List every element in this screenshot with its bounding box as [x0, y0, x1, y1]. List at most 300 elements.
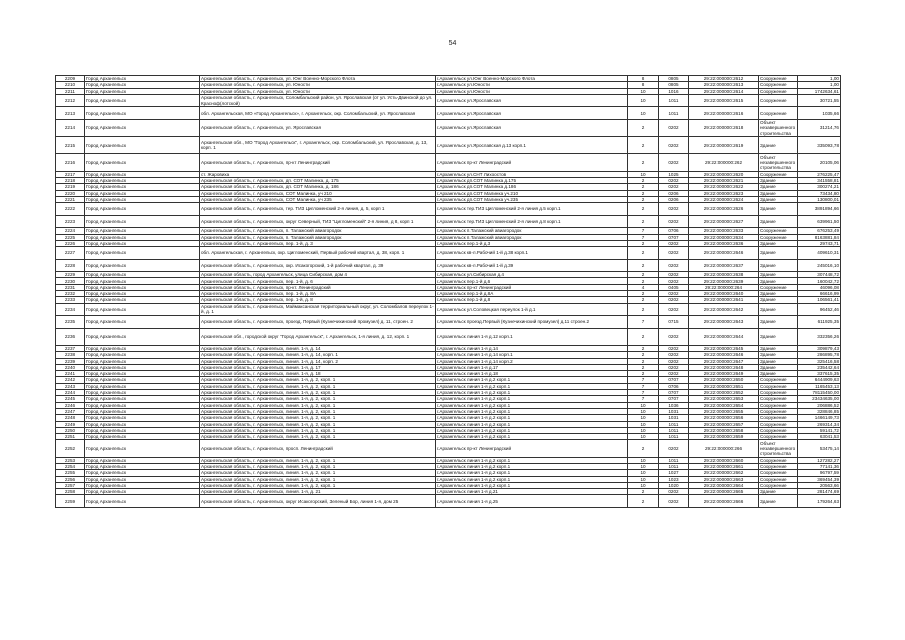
row-number: 2237 — [56, 345, 85, 351]
table-row — [56, 303, 841, 316]
object-type-cell: Сооружение — [759, 396, 798, 402]
settlement-cell: Город Архангельск — [85, 440, 200, 457]
code-subgroup-cell: 0202 — [659, 240, 689, 246]
value-cell: 235442,64 — [798, 364, 841, 370]
address-cell: Архангельская область, г. Архангельск, СОТ Малинка, уч 210 — [200, 190, 436, 196]
row-number: 2253 — [56, 457, 85, 463]
object-type-cell: Сооружение — [759, 228, 798, 234]
code-group-cell: 7 — [628, 228, 659, 234]
address-cell: Архангельская область, г. Архангельск, пер. 1-й, д. 6 — [200, 278, 436, 284]
cadastral-number-cell: 29:22:000000:262 — [689, 154, 759, 171]
address-cell: Архангельская область, г. Архангельск, линия. 1-я, д. 17 — [200, 364, 436, 370]
cadastral-number-cell: 29:22:000000:2648 — [689, 364, 759, 370]
code-group-cell: 2 — [628, 345, 659, 351]
code-subgroup-cell: 1016 — [659, 88, 689, 94]
short-address-cell: г.Архангельск ул.Сибирская д.4 — [436, 272, 628, 278]
code-group-cell: 10 — [628, 421, 659, 427]
value-cell: 276225,47 — [798, 171, 841, 177]
table-row — [56, 247, 841, 260]
value-cell: 281474,69 — [798, 489, 841, 495]
object-type-cell: Здание — [759, 137, 798, 154]
value-cell: 127282,27 — [798, 457, 841, 463]
object-type-cell: Объект незавершенного строительства — [759, 119, 798, 136]
short-address-cell: г.Архангельск пер.1-й д.3 — [436, 240, 628, 246]
row-number: 2242 — [56, 377, 85, 383]
row-number: 2258 — [56, 489, 85, 495]
row-number: 2213 — [56, 107, 85, 120]
object-type-cell: Здание — [759, 489, 798, 495]
row-number: 2211 — [56, 88, 85, 94]
value-cell: 96797,59 — [798, 470, 841, 476]
object-type-cell: Здание — [759, 358, 798, 364]
cadastral-number-cell: 29:22:000000:2654 — [689, 402, 759, 408]
short-address-cell: г.Архангельск линия 1-я д.25 — [436, 495, 628, 508]
object-type-cell: Сооружение — [759, 76, 798, 82]
settlement-cell: Город Архангельск — [85, 184, 200, 190]
address-cell: Архангельская обл., городской округ "Город Архангельск", г. Архангельск, 1-я линия, д. 12, корп. 1 — [200, 328, 436, 345]
settlement-cell: Город Архангельск — [85, 284, 200, 290]
object-type-cell: Здание — [759, 259, 798, 272]
value-cell: 29743,71 — [798, 240, 841, 246]
short-address-cell: г.Архангельск ул.СНТ Лихоостов — [436, 171, 628, 177]
cadastral-number-cell: 29:22:000000:2649 — [689, 371, 759, 377]
value-cell: 130800,01 — [798, 196, 841, 202]
object-type-cell: Здание — [759, 364, 798, 370]
object-type-cell: Сооружение — [759, 107, 798, 120]
short-address-cell: г.Архангельск линия 1-я д.21 — [436, 489, 628, 495]
row-number: 2225 — [56, 234, 85, 240]
address-cell: Архангельская область, г. Архангельск, линия. 1-я, д. 2, корп. 1 — [200, 421, 436, 427]
code-group-cell: 2 — [628, 303, 659, 316]
short-address-cell: г.Архангельск пер.1-й д.6 — [436, 278, 628, 284]
cadastral-number-cell: 29:22:000000:2612 — [689, 76, 759, 82]
settlement-cell: Город Архангельск — [85, 371, 200, 377]
object-type-cell: Сооружение — [759, 463, 798, 469]
value-cell: 1165453,13 — [798, 383, 841, 389]
value-cell: 676253,49 — [798, 228, 841, 234]
short-address-cell: г.Архангельск тер.ТИЗ Цигломенский 2-я линия д.8 корп.1 — [436, 215, 628, 228]
code-group-cell: 10 — [628, 476, 659, 482]
row-number: 2220 — [56, 190, 85, 196]
settlement-cell: Город Архангельск — [85, 408, 200, 414]
value-cell: 53475,14 — [798, 440, 841, 457]
row-number: 2246 — [56, 402, 85, 408]
object-type-cell: Сооружение — [759, 434, 798, 440]
address-cell: Архангельская область, г. Архангельск, линия. 1-я, д. 18 — [200, 371, 436, 377]
value-cell: 77141,36 — [798, 463, 841, 469]
cadastral-number-cell: 29:22:000000:2634 — [689, 234, 759, 240]
short-address-cell: г.Архангельск ул.Ярославская — [436, 94, 628, 107]
value-cell: 307448,72 — [798, 272, 841, 278]
object-type-cell: Сооружение — [759, 82, 798, 88]
settlement-cell: Город Архангельск — [85, 196, 200, 202]
code-subgroup-cell: 0707 — [659, 390, 689, 396]
value-cell: 325416,58 — [798, 358, 841, 364]
address-cell: Архангельская область, г. Архангельск, Соломбальский район, ул. Ярославская (от ул. Усть-Двинской до ул. Красноф(лотской) — [200, 94, 436, 107]
short-address-cell: г.Архангельск линия 1-я д.2 корп.1 — [436, 434, 628, 440]
row-number: 2250 — [56, 427, 85, 433]
row-number: 2235 — [56, 316, 85, 329]
code-subgroup-cell: 0202 — [659, 184, 689, 190]
row-number: 2218 — [56, 178, 85, 184]
short-address-cell: г.Архангельск линия 1-я д.14 корп.2 — [436, 358, 628, 364]
code-subgroup-cell: 0202 — [659, 489, 689, 495]
short-address-cell: г.Архангельск тер.ТИЗ Цигломенский 2-я линия д.5 корп.1 — [436, 203, 628, 216]
cadastral-number-cell: 29:22:000000:2642 — [689, 303, 759, 316]
code-group-cell: 10 — [628, 408, 659, 414]
value-cell: 160042,72 — [798, 278, 841, 284]
address-cell: Архангельская область, г. Архангельск, СОТ Малинка, уч 235 — [200, 196, 436, 202]
code-group-cell: 2 — [628, 440, 659, 457]
address-cell: Архангельская область, г. Архангельск, линия. 1-я, д. 2, корп. 1 — [200, 476, 436, 482]
address-cell: Архангельская область, г. Архангельск, линия. 1-я, д. 2, корп. 1 — [200, 402, 436, 408]
code-group-cell: 4 — [628, 284, 659, 290]
code-subgroup-cell: 0202 — [659, 440, 689, 457]
code-subgroup-cell: 0202 — [659, 272, 689, 278]
code-subgroup-cell: 1027 — [659, 470, 689, 476]
short-address-cell: г.Архангельск ул.Юности — [436, 88, 628, 94]
cadastral-number-cell: 29:22:000000:2659 — [689, 434, 759, 440]
code-group-cell: 10 — [628, 457, 659, 463]
code-group-cell: 7 — [628, 316, 659, 329]
cadastral-number-cell: 29:22:000000:2658 — [689, 427, 759, 433]
table-row — [56, 94, 841, 107]
short-address-cell: г.Архангельск линия 1-я д.2 корп.1 — [436, 383, 628, 389]
value-cell: 1466149,73 — [798, 415, 841, 421]
short-address-cell: г.Архангельск пер.1-й д.8 — [436, 297, 628, 303]
value-cell: 31214,76 — [798, 119, 841, 136]
settlement-cell: Город Архангельск — [85, 427, 200, 433]
cadastral-number-cell: 29:22:000000:2616 — [689, 107, 759, 120]
address-cell: Архангельская область, г. Архангельск, линия. 1-я, д. 14, корп. 1 — [200, 352, 436, 358]
address-cell: Архангельская область, г. Архангельск, п. Талажский авиагородок — [200, 234, 436, 240]
object-type-cell: Сооружение — [759, 408, 798, 414]
short-address-cell: г.Архангельск п.Талажский авиагородок — [436, 228, 628, 234]
code-group-cell: 10 — [628, 415, 659, 421]
settlement-cell: Город Архангельск — [85, 390, 200, 396]
code-subgroup-cell: 0202 — [659, 495, 689, 508]
object-type-cell: Здание — [759, 240, 798, 246]
short-address-cell: г.Архангельск пр-кт Ленинградский — [436, 154, 628, 171]
cadastral-number-cell: 29:22:000000:2618 — [689, 119, 759, 136]
short-address-cell: г.Архангельск дп.СОТ Малинка уч.235 — [436, 196, 628, 202]
address-cell: Архангельская область, г. Архангельск, пер. 1-й, д. 8 — [200, 297, 436, 303]
cadastral-number-cell: 29:22:000000:2623 — [689, 190, 759, 196]
code-group-cell: 2 — [628, 352, 659, 358]
short-address-cell: г.Архангельск линия 1-я д.2 корп.1 — [436, 457, 628, 463]
value-cell: 20563,66 — [798, 482, 841, 488]
object-type-cell: Здание — [759, 328, 798, 345]
short-address-cell: г.Архангельск дп.СОТ Малинка уч.210 — [436, 190, 628, 196]
address-cell: Архангельская область, г. Архангельск, пр-кт. Ленинградский — [200, 284, 436, 290]
code-group-cell: 2 — [628, 215, 659, 228]
address-cell: Архангельская область, г. Архангельск, пр-кт Ленинградский — [200, 154, 436, 171]
object-type-cell: Здание — [759, 203, 798, 216]
code-group-cell: 10 — [628, 88, 659, 94]
address-cell: обл. Архангельская, г. Архангельск, окр. Цигломенский, Первый рабочий квартал, д. 38, корп. 1 — [200, 247, 436, 260]
short-address-cell: г.Архангельск линия 1-я д.2 корп.1 — [436, 421, 628, 427]
row-number: 2212 — [56, 94, 85, 107]
value-cell: 8163881,84 — [798, 234, 841, 240]
code-subgroup-cell: 1011 — [659, 427, 689, 433]
value-cell: 300274,21 — [798, 184, 841, 190]
row-number: 2226 — [56, 240, 85, 246]
code-subgroup-cell: 1011 — [659, 457, 689, 463]
code-group-cell: 2 — [628, 119, 659, 136]
short-address-cell: г.Архангельск ул.Ярославская — [436, 119, 628, 136]
address-cell: Архангельская область, г. Архангельск, ул. Юнг Военно-Морского Флота — [200, 76, 436, 82]
settlement-cell: Город Архангельск — [85, 119, 200, 136]
object-type-cell: Объект незавершенного строительства — [759, 154, 798, 171]
cadastral-number-cell: 29:22:000000:2653 — [689, 396, 759, 402]
object-type-cell: Сооружение — [759, 383, 798, 389]
settlement-cell: Город Архангельск — [85, 421, 200, 427]
row-number: 2259 — [56, 495, 85, 508]
code-subgroup-cell: 0706 — [659, 228, 689, 234]
settlement-cell: Город Архангельск — [85, 137, 200, 154]
value-cell: 20105,06 — [798, 154, 841, 171]
row-number: 2245 — [56, 396, 85, 402]
object-type-cell: Сооружение — [759, 234, 798, 240]
settlement-cell: Город Архангельск — [85, 240, 200, 246]
object-type-cell: Здание — [759, 303, 798, 316]
code-group-cell: 2 — [628, 358, 659, 364]
row-number: 2239 — [56, 358, 85, 364]
table-row — [56, 107, 841, 120]
short-address-cell: г.Архангельск линия 1-я д.14 — [436, 345, 628, 351]
value-cell: 63041,53 — [798, 434, 841, 440]
code-subgroup-cell: 0202 — [659, 119, 689, 136]
row-number: 2229 — [56, 272, 85, 278]
value-cell: 46096,08 — [798, 284, 841, 290]
value-cell: 332356,26 — [798, 328, 841, 345]
settlement-cell: Город Архангельск — [85, 303, 200, 316]
address-cell: Архангельская область, г. Архангельск, просп. Ленинградский — [200, 440, 436, 457]
row-number: 2230 — [56, 278, 85, 284]
code-subgroup-cell: 1023 — [659, 476, 689, 482]
short-address-cell: г.Архангельск линия 1-я д.2 корп.1 — [436, 482, 628, 488]
short-address-cell: г.Архангельск линия 1-я д.2 корп.1 — [436, 427, 628, 433]
value-cell: 409610,31 — [798, 247, 841, 260]
settlement-cell: Город Архангельск — [85, 328, 200, 345]
code-group-cell: 2 — [628, 196, 659, 202]
short-address-cell: г.Архангельск ул.Ярославская — [436, 107, 628, 120]
code-subgroup-cell: 0202 — [659, 178, 689, 184]
address-cell: Архангельская область, г. Архангельск, ул. Ярославская — [200, 119, 436, 136]
settlement-cell: Город Архангельск — [85, 470, 200, 476]
short-address-cell: г.Архангельск линия 1-я д.2 корп.1 — [436, 377, 628, 383]
code-subgroup-cell: 0202 — [659, 203, 689, 216]
cadastral-number-cell: 29:22:000000:2646 — [689, 247, 759, 260]
value-cell: 66616,99 — [798, 291, 841, 297]
object-type-cell: Здание — [759, 345, 798, 351]
short-address-cell: г.Архангельск линия 1-я д.14 корп.1 — [436, 352, 628, 358]
settlement-cell: Город Архангельск — [85, 82, 200, 88]
code-group-cell: 8 — [628, 76, 659, 82]
short-address-cell: г.Архангельск пр-кт Ленинградский — [436, 440, 628, 457]
row-number: 2209 — [56, 76, 85, 82]
value-cell: 245016,10 — [798, 259, 841, 272]
settlement-cell: Город Архангельск — [85, 297, 200, 303]
table-row — [56, 203, 841, 216]
code-subgroup-cell: 0715 — [659, 316, 689, 329]
short-address-cell: г.Архангельск линия 1-я д.2 корп.1 — [436, 470, 628, 476]
address-cell: Архангельская область, г. Архангельск, линия. 1-я, д. 2, корп. 1 — [200, 377, 436, 383]
settlement-cell: Город Архангельск — [85, 489, 200, 495]
row-number: 2223 — [56, 215, 85, 228]
object-type-cell: Сооружение — [759, 171, 798, 177]
short-address-cell: г.Архангельск дп.СОТ Малинка д.175 — [436, 178, 628, 184]
settlement-cell: Город Архангельск — [85, 234, 200, 240]
object-type-cell: Здание — [759, 178, 798, 184]
code-group-cell: 2 — [628, 203, 659, 216]
code-subgroup-cell: 1011 — [659, 463, 689, 469]
address-cell: Архангельская область, г. Архангельск, пер. 1-й, д. 8А — [200, 291, 436, 297]
settlement-cell: Город Архангельск — [85, 495, 200, 508]
cadastral-number-cell: 29:22:000000:2655 — [689, 408, 759, 414]
value-cell: 23434635,00 — [798, 396, 841, 402]
address-cell: Архангельская область, г. Архангельск, линия. 1-я, д. 2, корп. 1 — [200, 457, 436, 463]
row-number: 2240 — [56, 364, 85, 370]
code-group-cell: 2 — [628, 291, 659, 297]
settlement-cell: Город Архангельск — [85, 76, 200, 82]
settlement-cell: Город Архангельск — [85, 457, 200, 463]
value-cell: 78115450,00 — [798, 390, 841, 396]
row-number: 2232 — [56, 291, 85, 297]
short-address-cell: г.Архангельск дп.СОТ Малинка д.186 — [436, 184, 628, 190]
code-subgroup-cell: 0202 — [659, 352, 689, 358]
cadastral-number-cell: 29:22:000000:2613 — [689, 82, 759, 88]
settlement-cell: Город Архангельск — [85, 316, 200, 329]
value-cell: 179264,63 — [798, 495, 841, 508]
code-group-cell: 10 — [628, 94, 659, 107]
object-type-cell: Сооружение — [759, 284, 798, 290]
code-subgroup-cell: 0202 — [659, 358, 689, 364]
cadastral-number-cell: 29:22:000000:2662 — [689, 470, 759, 476]
short-address-cell: г.Архангельск линия 1-я д.2 корп.1 — [436, 396, 628, 402]
code-group-cell: 2 — [628, 495, 659, 508]
code-group-cell: 10 — [628, 463, 659, 469]
address-cell: Архангельская обл., МО "Город Архангельск", г. Архангельск, окр. Соломбальский, ул. Ярославская, д. 13, корп. 1 — [200, 137, 436, 154]
settlement-cell: Город Архангельск — [85, 476, 200, 482]
settlement-cell: Город Архангельск — [85, 178, 200, 184]
table-row — [56, 259, 841, 272]
cadastral-number-cell: 29:22:000000:2615 — [689, 94, 759, 107]
object-type-cell: Сооружение — [759, 457, 798, 463]
address-cell: Архангельская область, г. Архангельск, дп. СОТ Малинка, д. 175 — [200, 178, 436, 184]
code-subgroup-cell: 0202 — [659, 297, 689, 303]
value-cell: 96452,46 — [798, 303, 841, 316]
table-row — [56, 316, 841, 329]
object-type-cell: Здание — [759, 371, 798, 377]
address-cell: Архангельская область, г. Архангельск, линия. 1-я, д. 2, корп. 1 — [200, 427, 436, 433]
short-address-cell: г.Архангельск линия 1-я д.2 корп.1 — [436, 390, 628, 396]
registry-body — [56, 76, 841, 508]
code-subgroup-cell: 0202 — [659, 328, 689, 345]
code-subgroup-cell: 0202 — [659, 137, 689, 154]
code-group-cell: 7 — [628, 234, 659, 240]
row-number: 2219 — [56, 184, 85, 190]
settlement-cell: Город Архангельск — [85, 247, 200, 260]
cadastral-number-cell: 29:22:000000:2636 — [689, 240, 759, 246]
value-cell: 309879,43 — [798, 345, 841, 351]
code-group-cell: 2 — [628, 190, 659, 196]
settlement-cell: Город Архангельск — [85, 482, 200, 488]
short-address-cell: г.Архангельск линия 1-я д.17 — [436, 364, 628, 370]
object-type-cell: Здание — [759, 278, 798, 284]
value-cell: 269314,34 — [798, 421, 841, 427]
cadastral-number-cell: 29:22:000000:2639 — [689, 278, 759, 284]
value-cell: 6444909,63 — [798, 377, 841, 383]
value-cell: 337615,35 — [798, 371, 841, 377]
address-cell: ст. Жаровиха — [200, 171, 436, 177]
object-type-cell: Здание — [759, 247, 798, 260]
row-number: 2243 — [56, 383, 85, 389]
cadastral-number-cell: 29:22:000000:2620 — [689, 171, 759, 177]
code-group-cell: 2 — [628, 247, 659, 260]
short-address-cell: г.Архангельск ул.Юнг Военно-Морского Флота — [436, 76, 628, 82]
address-cell: Архангельская область, г. Архангельск, линия. 1-я, д. 2, корп. 1 — [200, 383, 436, 389]
code-subgroup-cell: 0707 — [659, 396, 689, 402]
code-subgroup-cell: 0202 — [659, 371, 689, 377]
address-cell: Архангельская область, г. Архангельск, Маймаксанская территориальный округ, ул. Соломбалов переулок 1-й, д. 1 — [201, 304, 434, 315]
cadastral-number-cell: 29:22:000000:2664 — [689, 482, 759, 488]
code-subgroup-cell: 1011 — [659, 94, 689, 107]
cadastral-number-cell: 29:22:000000:2645 — [689, 345, 759, 351]
row-number: 2254 — [56, 463, 85, 469]
object-type-cell: Здание — [759, 190, 798, 196]
code-group-cell: 10 — [628, 470, 659, 476]
row-number: 2222 — [56, 203, 85, 216]
object-type-cell: Здание — [759, 352, 798, 358]
short-address-cell: г.Архангельск пр-кт Ленинградский — [436, 284, 628, 290]
cadastral-number-cell: 29:22:000000:2637 — [689, 259, 759, 272]
short-address-cell: г.Архангельск кв-л.Рабочий 1-й д.39 — [436, 259, 628, 272]
value-cell: 3891894,66 — [798, 203, 841, 216]
cadastral-number-cell: 29:22:000000:2624 — [689, 196, 759, 202]
code-subgroup-cell: 0202 — [659, 259, 689, 272]
settlement-cell: Город Архангельск — [85, 278, 200, 284]
short-address-cell: г.Архангельск п.Талажский авиагородок — [436, 234, 628, 240]
value-cell: 73434,80 — [798, 190, 841, 196]
address-cell: Архангельская область, г. Архангельск, п. Талажский авиагородок — [200, 228, 436, 234]
address-cell: Архангельская область, г. Архангельск, линия. 1-я, д. 14 — [200, 345, 436, 351]
address-cell: Архангельская область, г. Архангельск, ул. Юности — [200, 82, 436, 88]
code-subgroup-cell: 0202 — [659, 247, 689, 260]
code-group-cell: 2 — [628, 259, 659, 272]
object-type-cell: Сооружение — [759, 421, 798, 427]
code-group-cell: 10 — [628, 427, 659, 433]
row-number: 2256 — [56, 476, 85, 482]
settlement-cell: Город Архангельск — [85, 345, 200, 351]
code-group-cell: 2 — [628, 364, 659, 370]
value-cell: 369454,39 — [798, 476, 841, 482]
code-subgroup-cell: 0202 — [659, 154, 689, 171]
row-number: 2252 — [56, 440, 85, 457]
code-subgroup-cell: 1025 — [659, 171, 689, 177]
object-type-cell: Здание — [759, 196, 798, 202]
short-address-cell: г.Архангельск проезд.Первый (Кузнечихинский промузел) д.11 строен.2 — [436, 316, 628, 329]
cadastral-number-cell: 29:22:000000:2652 — [689, 390, 759, 396]
code-group-cell: 10 — [628, 434, 659, 440]
settlement-cell: Город Архангельск — [85, 383, 200, 389]
code-subgroup-cell: 0202 — [659, 364, 689, 370]
row-number: 2236 — [56, 328, 85, 345]
row-number: 2210 — [56, 82, 85, 88]
cadastral-number-cell: 29:22:000000:2633 — [689, 228, 759, 234]
code-group-cell: 2 — [628, 272, 659, 278]
settlement-cell: Город Архангельск — [85, 259, 200, 272]
